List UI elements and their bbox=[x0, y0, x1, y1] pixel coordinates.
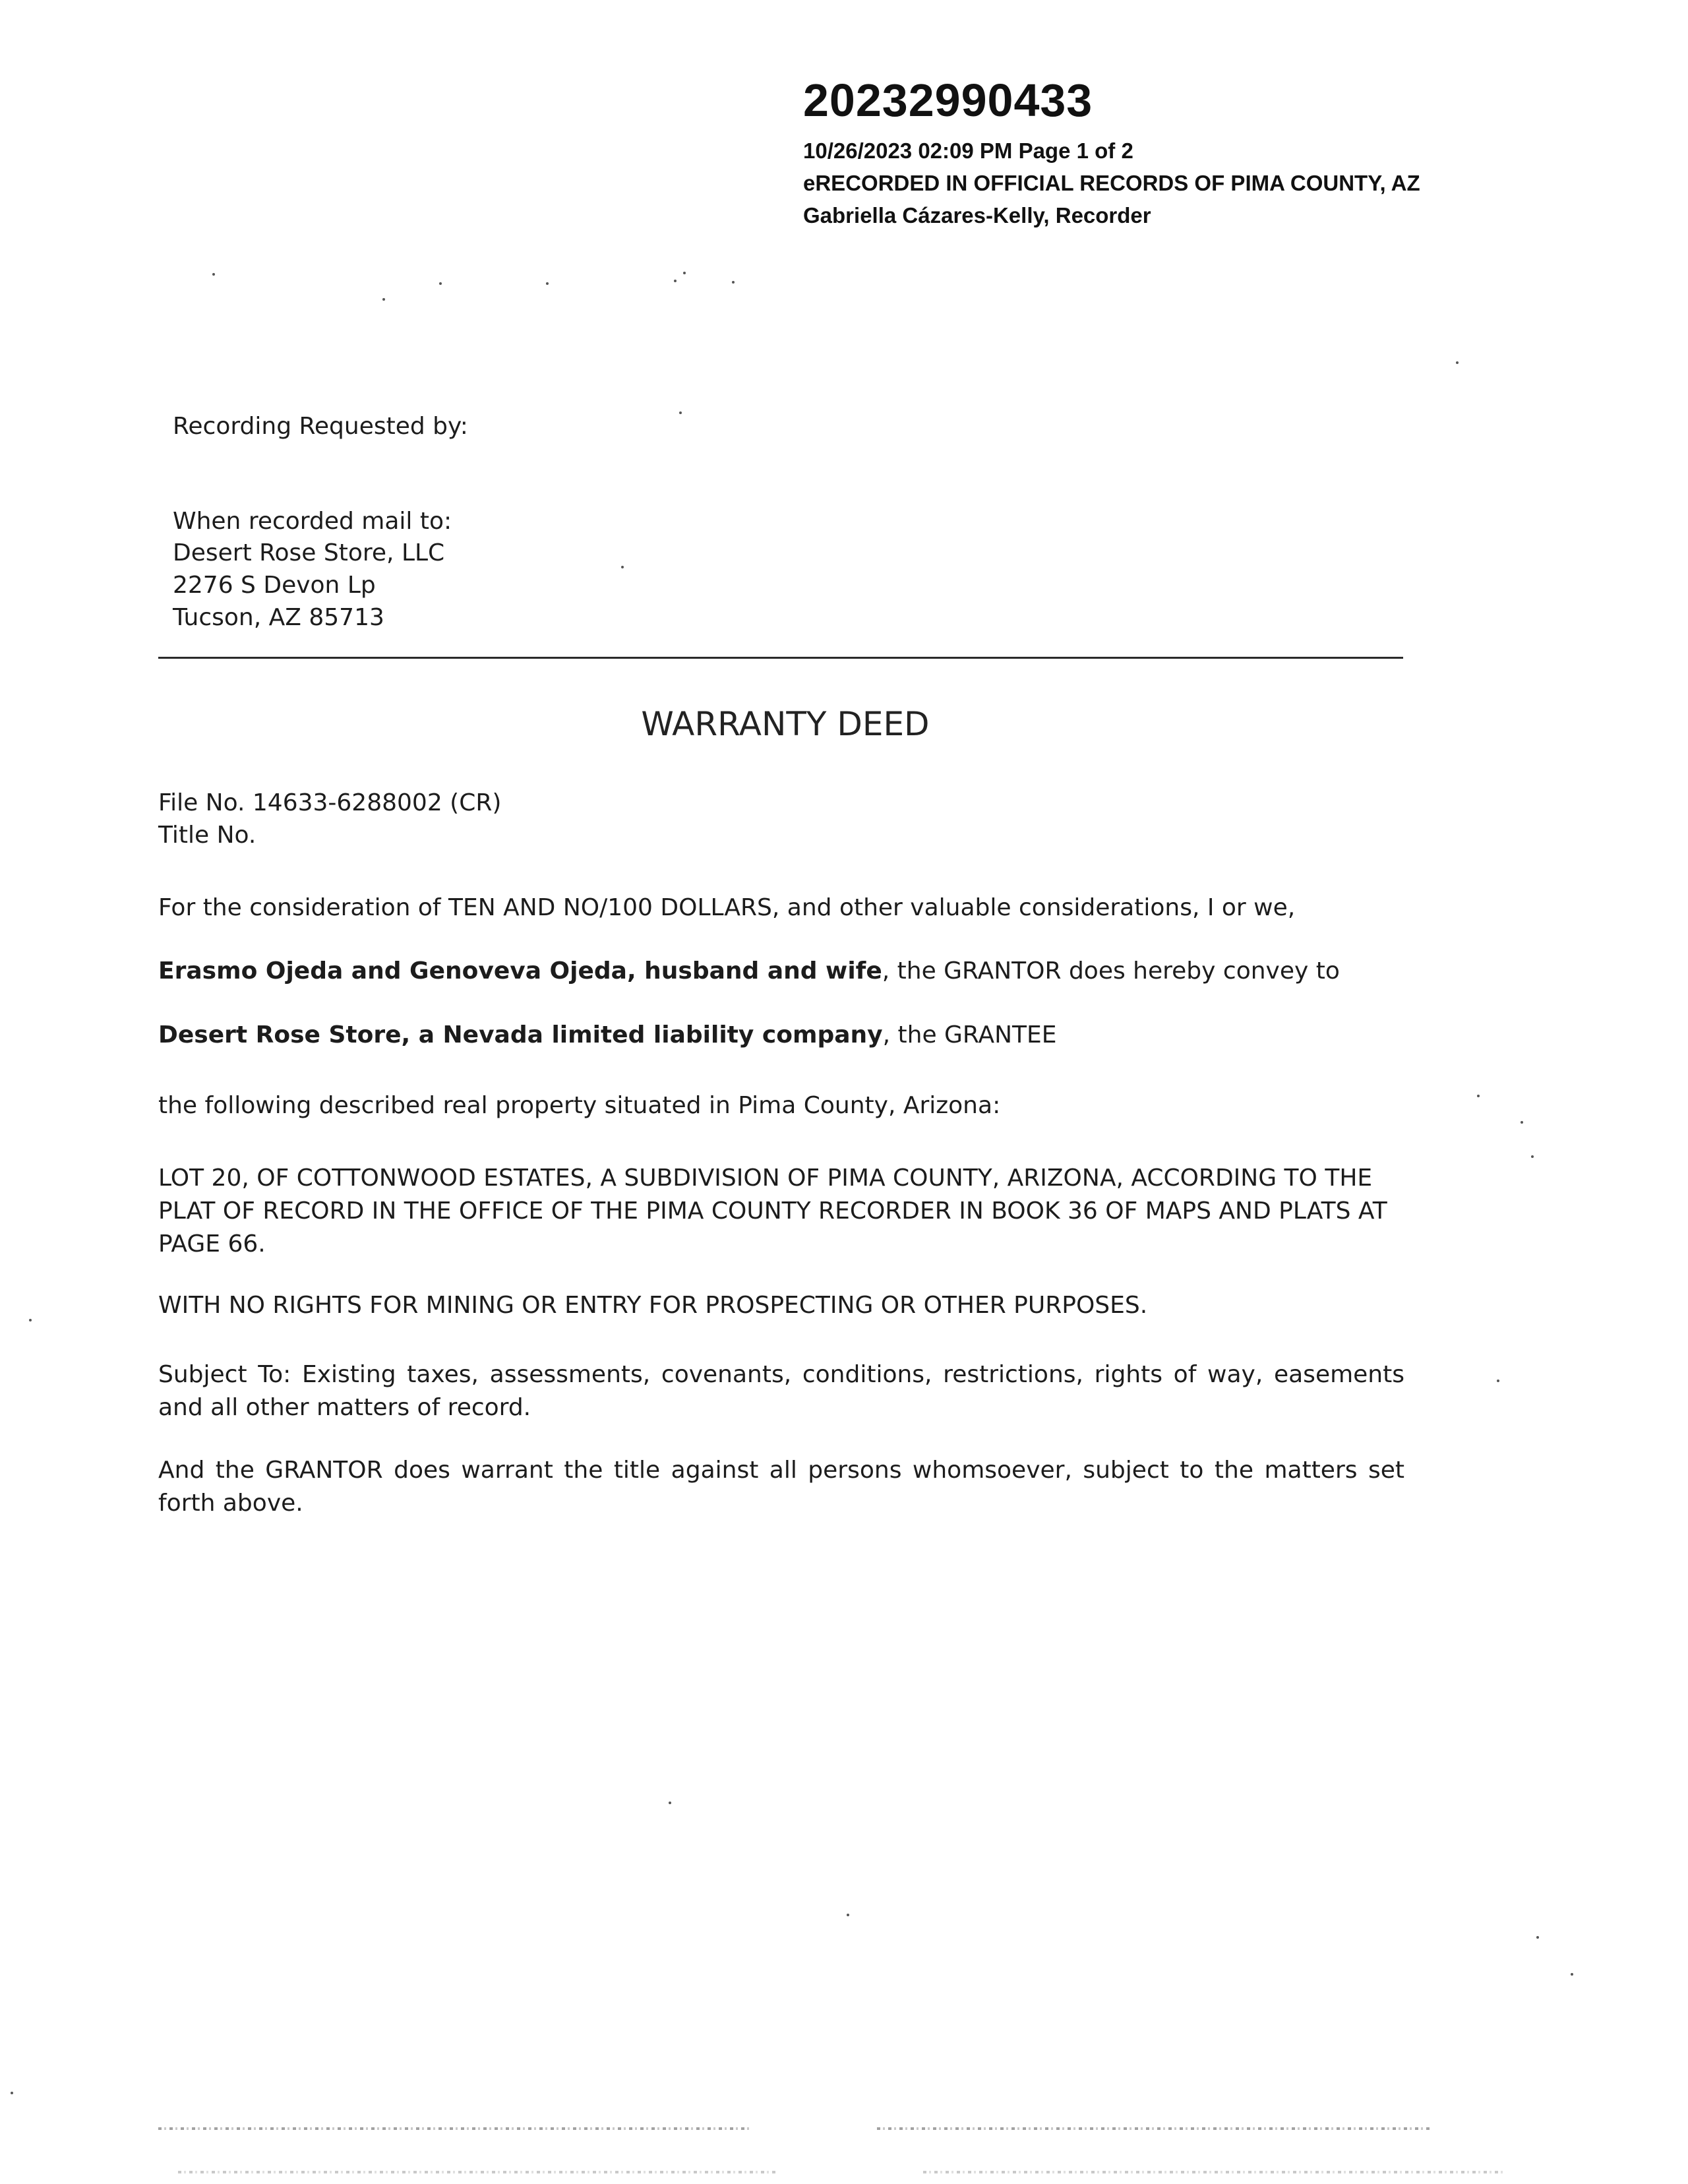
mail-to-label: When recorded mail to: bbox=[173, 508, 452, 535]
mail-to-street: 2276 S Devon Lp bbox=[173, 572, 376, 599]
recording-requested-by: Recording Requested by: bbox=[173, 413, 468, 440]
recording-number: 20232990433 bbox=[803, 75, 1093, 126]
mining-rights-clause: WITH NO RIGHTS FOR MINING OR ENTRY FOR PROSPECTING OR OTHER PURPOSES. bbox=[158, 1292, 1148, 1319]
grantor-paragraph bbox=[158, 955, 1404, 988]
warranty-clause: And the GRANTOR does warrant the title against all persons whomsoever, subject to the matters set forth above. bbox=[158, 1457, 1404, 1517]
document-title: WARRANTY DEED bbox=[641, 705, 930, 743]
grantee-names: Desert Rose Store, a Nevada limited liability company bbox=[158, 1021, 883, 1048]
legal-description: LOT 20, OF COTTONWOOD ESTATES, A SUBDIVISION OF PIMA COUNTY, ARIZONA, ACCORDING TO THE PLAT OF RECORD IN THE OFFICE OF THE PIMA COUNTY RECORDER IN BOOK 36 OF MAPS AND PLATS AT PAGE 66. bbox=[158, 1165, 1387, 1258]
file-number: File No. 14633-6288002 (CR) bbox=[158, 789, 502, 816]
grantor-text: , the GRANTOR does hereby convey to bbox=[882, 957, 1340, 985]
property-intro: the following described real property situated in Pima County, Arizona: bbox=[158, 1092, 1001, 1119]
recorded-in-line: eRECORDED IN OFFICIAL RECORDS OF PIMA COUNTY, AZ bbox=[803, 171, 1420, 195]
recorder-name: Gabriella Cázares-Kelly, Recorder bbox=[803, 203, 1151, 228]
consideration-paragraph: For the consideration of TEN AND NO/100 DOLLARS, and other valuable considerations, I or we, bbox=[158, 894, 1296, 921]
mail-to-name: Desert Rose Store, LLC bbox=[173, 539, 445, 566]
divider-line bbox=[158, 657, 1403, 659]
grantee-paragraph bbox=[158, 1019, 1404, 1052]
subject-to-clause: Subject To: Existing taxes, assessments, covenants, conditions, restrictions, rights of way, easements and all other matters of record. bbox=[158, 1361, 1404, 1421]
recording-datetime-page: 10/26/2023 02:09 PM Page 1 of 2 bbox=[803, 138, 1133, 163]
mail-to-city: Tucson, AZ 85713 bbox=[173, 604, 384, 631]
grantor-names: Erasmo Ojeda and Genoveva Ojeda, husband and wife bbox=[158, 957, 882, 985]
grantee-text: , the GRANTEE bbox=[882, 1021, 1057, 1048]
title-number: Title No. bbox=[158, 822, 256, 849]
